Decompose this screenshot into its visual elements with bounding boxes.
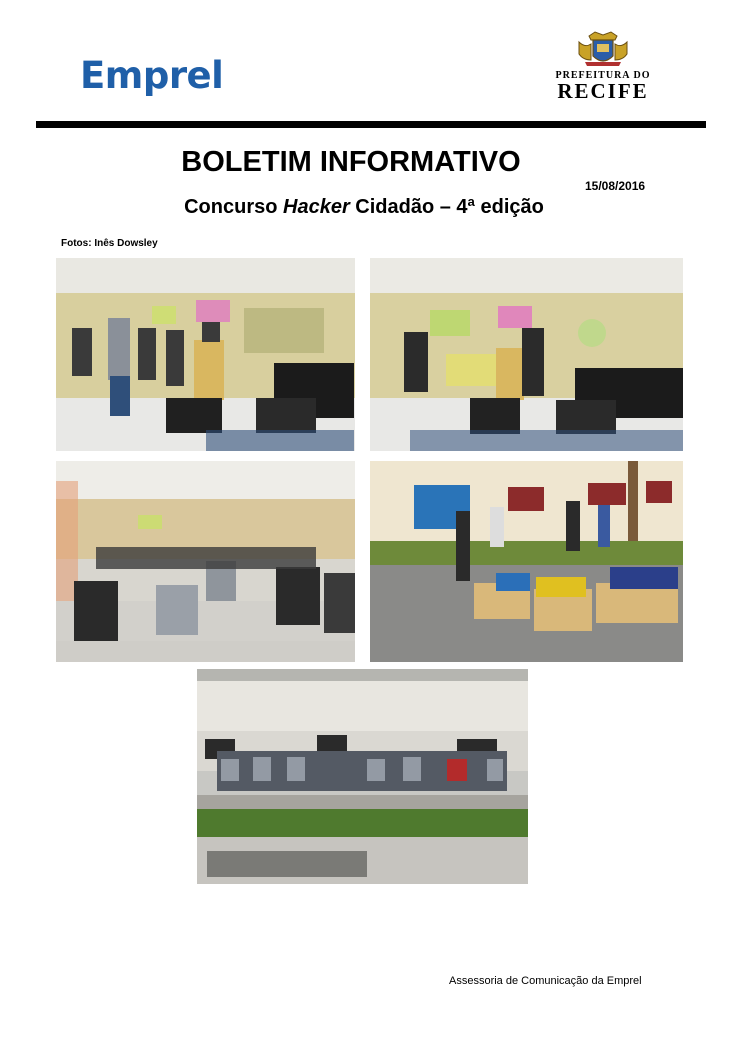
- document-title: [0, 146, 740, 179]
- photo-outdoor-pallet-lounge: [370, 461, 683, 662]
- subtitle-part-1: Concurso: [184, 196, 284, 218]
- footer-credit: Assessoria de Comunicação da Emprel: [449, 975, 642, 987]
- document-subtitle: [0, 196, 740, 219]
- photo-credit: Fotos: Inês Dowsley: [61, 238, 158, 249]
- prefeitura-recife-logo: [548, 30, 658, 108]
- header-divider: [36, 121, 706, 128]
- photo-audience-seated: [56, 461, 355, 662]
- photo-group-portrait: [197, 669, 528, 884]
- recife-coat-of-arms-icon: [575, 30, 631, 68]
- recife-logo-line2: RECIFE: [557, 79, 649, 103]
- document-title-text: BOLETIM INFORMATIVO: [181, 146, 521, 178]
- document-date: 15/08/2016: [585, 179, 646, 193]
- recife-logo-line1: PREFEITURA DO: [555, 70, 651, 81]
- emprel-logo: Emprel: [80, 54, 224, 97]
- subtitle-emphasis: Hacker: [283, 196, 350, 218]
- photo-stage-presentation-duo: [370, 258, 683, 451]
- photo-stage-presentation-group: [56, 258, 355, 451]
- subtitle-part-2: Cidadão – 4ª edição: [349, 196, 544, 218]
